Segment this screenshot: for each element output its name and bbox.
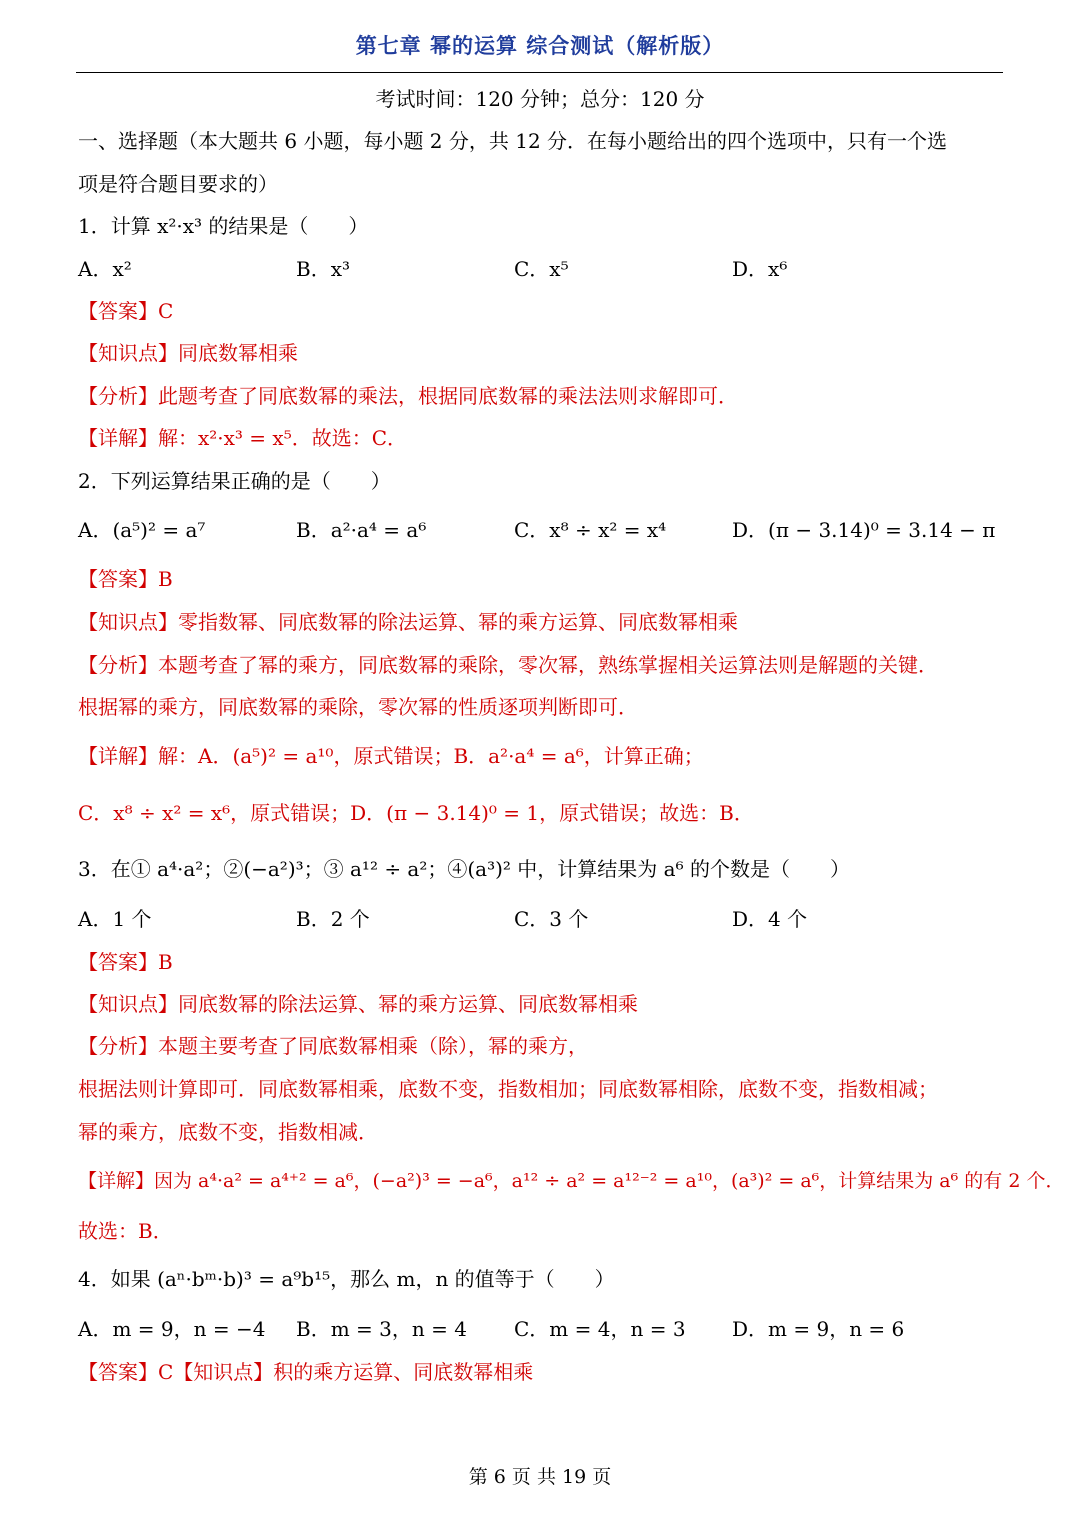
- q1-knowledge: 【知识点】同底数幂相乘: [78, 341, 298, 365]
- exam-info: 考试时间：120 分钟；总分：120 分: [375, 87, 705, 111]
- q3-analysis-line1: 【分析】本题主要考查了同底数幂相乘（除），幂的乘方，: [78, 1034, 588, 1058]
- q3-knowledge: 【知识点】同底数幂的除法运算、幂的乘方运算、同底数幂相乘: [78, 992, 638, 1016]
- q1-option-b: B．x³: [296, 257, 350, 281]
- q1-stem: 1．计算 x²·x³ 的结果是（ ）: [78, 214, 369, 238]
- q4-option-b: B．m = 3，n = 4: [296, 1317, 467, 1341]
- q3-answer: 【答案】B: [78, 950, 173, 974]
- q3-stem: 3．在① a⁴·a²；②(−a²)³；③ a¹² ÷ a²；④(a³)² 中，计算结果为 a⁶ 的个数是（ ）: [78, 857, 850, 881]
- q1-option-d: D．x⁶: [732, 257, 788, 281]
- q2-detail-line1: 【详解】解：A．(a⁵)² = a¹⁰，原式错误；B．a²·a⁴ = a⁶，计算正确；: [78, 744, 704, 768]
- q2-knowledge: 【知识点】零指数幂、同底数幂的除法运算、幂的乘方运算、同底数幂相乘: [78, 610, 738, 634]
- q2-option-d: D．(π − 3.14)⁰ = 3.14 − π: [732, 518, 996, 542]
- q2-detail-line2: C．x⁸ ÷ x² = x⁶，原式错误；D．(π − 3.14)⁰ = 1，原式错误；故选：B．: [78, 801, 754, 825]
- header-rule: [76, 72, 1003, 73]
- q2-stem: 2．下列运算结果正确的是（ ）: [78, 469, 391, 493]
- q2-analysis-line2: 根据幂的乘方，同底数幂的乘除，零次幂的性质逐项判断即可．: [78, 695, 638, 719]
- q4-option-a: A．m = 9，n = −4: [78, 1317, 266, 1341]
- q3-option-a: A．1 个: [78, 907, 152, 931]
- q3-analysis-line2: 根据法则计算即可．同底数幂相乘，底数不变，指数相加；同底数幂相除，底数不变，指数相减；: [78, 1077, 938, 1101]
- q1-analysis: 【分析】此题考查了同底数幂的乘法，根据同底数幂的乘法法则求解即可．: [78, 384, 738, 408]
- q1-detail: 【详解】解：x²·x³ = x⁵．故选：C．: [78, 426, 408, 450]
- q3-detail-line1: 【详解】因为 a⁴·a² = a⁴⁺² = a⁶，(−a²)³ = −a⁶，a¹² ÷ a² = a¹²⁻² = a¹⁰，(a³)² = a⁶，计算结果为 a⁶ 的有 2 个．: [78, 1170, 1065, 1192]
- q3-detail-line2: 故选：B．: [78, 1219, 173, 1243]
- q1-option-c: C．x⁵: [514, 257, 569, 281]
- q3-option-d: D．4 个: [732, 907, 808, 931]
- q4-option-d: D．m = 9，n = 6: [732, 1317, 905, 1341]
- section-heading-line1: 一、选择题（本大题共 6 小题，每小题 2 分，共 12 分．在每小题给出的四个选项中，只有一个选: [78, 129, 948, 153]
- q3-analysis-line3: 幂的乘方，底数不变，指数相减．: [78, 1120, 378, 1144]
- q2-option-c: C．x⁸ ÷ x² = x⁴: [514, 518, 667, 542]
- q3-option-c: C．3 个: [514, 907, 589, 931]
- q1-option-a: A．x²: [78, 257, 132, 281]
- q4-option-c: C．m = 4，n = 3: [514, 1317, 686, 1341]
- document-title: 第七章 幂的运算 综合测试（解析版）: [355, 33, 725, 58]
- q2-analysis-line1: 【分析】本题考查了幂的乘方，同底数幂的乘除，零次幂，熟练掌握相关运算法则是解题的关键．: [78, 653, 938, 677]
- q3-option-b: B．2 个: [296, 907, 370, 931]
- q2-option-a: A．(a⁵)² = a⁷: [78, 518, 206, 542]
- q1-answer: 【答案】C: [78, 299, 174, 323]
- q4-answer-knowledge: 【答案】C【知识点】积的乘方运算、同底数幂相乘: [78, 1360, 534, 1384]
- q4-stem: 4．如果 (aⁿ·bᵐ·b)³ = a⁹b¹⁵，那么 m，n 的值等于（ ）: [78, 1267, 615, 1291]
- section-heading-line2: 项是符合题目要求的）: [78, 172, 278, 196]
- q2-answer: 【答案】B: [78, 567, 173, 591]
- q2-option-b: B．a²·a⁴ = a⁶: [296, 518, 427, 542]
- page-number: 第 6 页 共 19 页: [468, 1466, 612, 1488]
